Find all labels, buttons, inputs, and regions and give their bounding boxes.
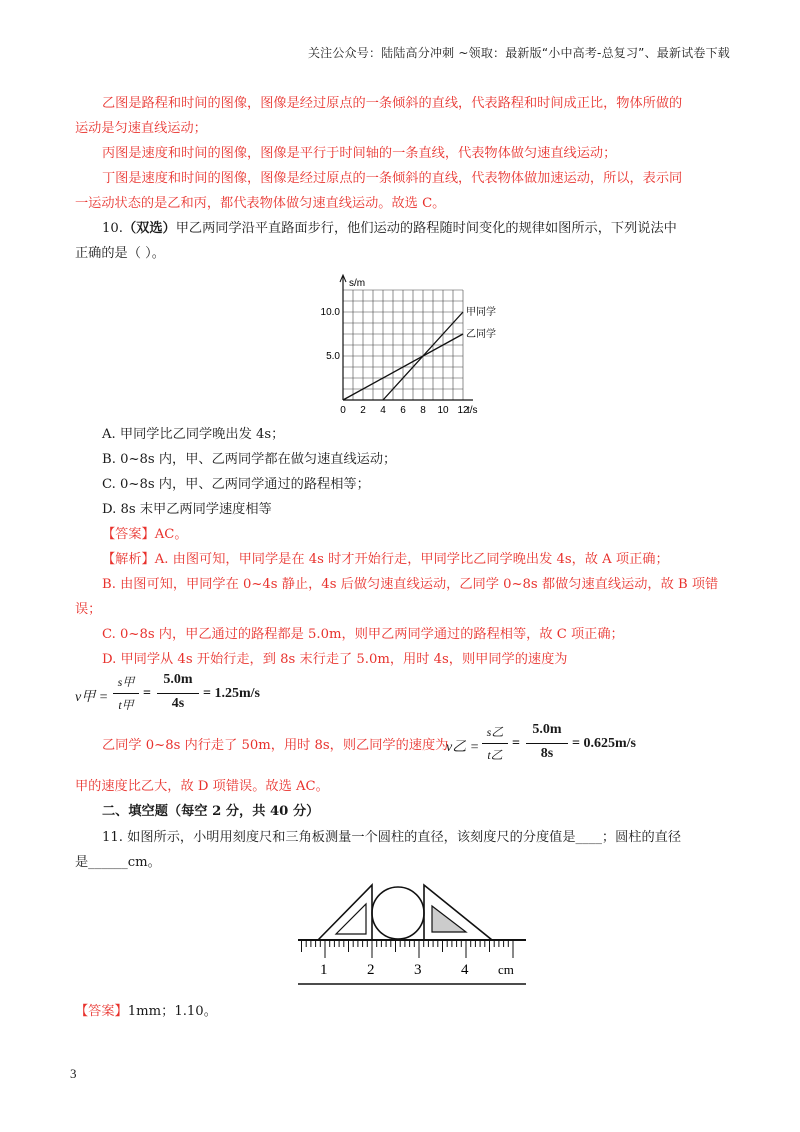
option-c: C. 0~8s 内，甲、乙两同学通过的路程相等；	[102, 477, 370, 492]
answer-text: 1mm；1.10。	[127, 1004, 217, 1019]
x-axis-label: t/s	[467, 405, 478, 416]
left-triangle-ruler	[318, 885, 372, 940]
x-tick-label: 2	[360, 405, 366, 416]
ruler-unit: cm	[498, 962, 514, 977]
formula-numerator: 5.0m	[163, 672, 193, 687]
ruler-label: 1	[320, 962, 328, 978]
formula-numerator: s乙	[486, 725, 504, 739]
page-number: 3	[70, 1066, 77, 1081]
distance-time-chart	[318, 258, 498, 420]
x-tick-label: 10	[437, 405, 449, 416]
formula-speed-jia	[75, 672, 275, 718]
question-tag: （双选）	[122, 221, 176, 236]
y-tick-label: 5.0	[326, 351, 340, 362]
formula-denominator: 4s	[171, 696, 185, 711]
answer-text-line: 丙图是速度和时间的图像，图像是平行于时间轴的一条直线，代表物体做匀速直线运动；	[102, 146, 617, 161]
ruler-label: 4	[461, 962, 469, 978]
formula-lhs: v甲 =	[75, 690, 109, 705]
x-tick-label: 4	[380, 405, 386, 416]
question-stem-text: 甲乙两同学沿平直路面步行，他们运动的路程随时间变化的规律如图所示，下列说法中	[175, 221, 677, 236]
ruler-label: 2	[367, 962, 375, 978]
x-tick-label: 6	[400, 405, 406, 416]
option-d: D. 8s 末甲乙两同学速度相等	[102, 502, 272, 517]
question-11-stem-cont: 是______cm。	[75, 855, 161, 870]
x-tick-label: 8	[420, 405, 426, 416]
page-header: 关注公众号：陆陆高分冲刺 ~领取：最新版“小中高考-总复习”、最新试卷下载	[307, 46, 730, 60]
analysis-c: C. 0~8s 内，甲乙通过的路程都是 5.0m，则甲乙两同学通过的路程相等，故 C 项正确；	[102, 627, 624, 642]
fraction-bar	[526, 743, 568, 744]
formula-result: = 0.625m/s	[572, 736, 636, 751]
section-title: 二、填空题（每空 2 分，共 40 分）	[102, 804, 320, 819]
question-11-answer	[75, 1002, 735, 1022]
cylinder-circle	[372, 887, 424, 939]
formula-denominator: 8s	[540, 746, 554, 761]
answer-text-line: 一运动状态的是乙和丙，都代表物体做匀速直线运动。故选 C。	[75, 196, 446, 211]
formula-numerator: s甲	[117, 675, 135, 689]
analysis-b-cont: 误；	[75, 602, 102, 617]
answer-text-line: 乙图是路程和时间的图像，图像是经过原点的一条倾斜的直线，代表路程和时间成正比，物体所做的	[102, 96, 683, 111]
formula-denominator: t乙	[487, 748, 503, 762]
question-11-stem: 11. 如图所示，小明用刻度尺和三角板测量一个圆柱的直径，该刻度尺的分度值是____；圆柱的直径	[102, 830, 682, 845]
option-a: A. 甲同学比乙同学晚出发 4s；	[102, 427, 285, 442]
ruler-label: 3	[414, 962, 422, 978]
option-b: B. 0~8s 内，甲、乙两同学都在做匀速直线运动；	[102, 452, 397, 467]
formula-numerator: 5.0m	[532, 722, 562, 737]
formula-equals: =	[512, 736, 520, 751]
formula-speed-yi	[446, 722, 666, 768]
x-tick-label: 0	[340, 405, 346, 416]
x-tick-label: 12	[457, 405, 469, 416]
formula-denominator: t甲	[118, 698, 134, 712]
analysis-f: 甲的速度比乙大，故 D 项错误。故选 AC。	[75, 779, 329, 794]
analysis-a: 【解析】A. 由图可知，甲同学是在 4s 时才开始行走，甲同学比乙同学晚出发 4s，故 A 项正确；	[102, 552, 669, 567]
series-label: 甲同学	[466, 307, 496, 318]
question-10-stem	[102, 219, 732, 239]
ruler-triangle-figure	[290, 880, 540, 990]
formula-lhs: v乙 =	[446, 740, 480, 755]
answer-label: 【答案】AC。	[102, 527, 188, 542]
answer-text-line: 运动是匀速直线运动；	[75, 121, 207, 136]
formula-equals: =	[143, 686, 151, 701]
answer-text-line: 丁图是速度和时间的图像，图像是经过原点的一条倾斜的直线，代表物体做加速运动，所以，表示同	[102, 171, 683, 186]
fraction-bar	[113, 693, 139, 694]
y-axis-label: s/m	[349, 278, 366, 289]
fraction-bar	[157, 693, 199, 694]
answer-label: 【答案】	[75, 1004, 128, 1019]
analysis-e: 乙同学 0~8s 内行走了 50m，用时 8s，则乙同学的速度为	[102, 738, 449, 753]
question-10-stem-cont: 正确的是（ ）。	[75, 246, 165, 261]
formula-result: = 1.25m/s	[203, 686, 260, 701]
fraction-bar	[482, 743, 508, 744]
series-label: 乙同学	[466, 329, 496, 340]
analysis-d: D. 甲同学从 4s 开始行走，到 8s 末行走了 5.0m，用时 4s，则甲同学的速度为	[102, 652, 568, 667]
y-tick-label: 10.0	[320, 307, 340, 318]
analysis-b: B. 由图可知，甲同学在 0~4s 静止，4s 后做匀速直线运动，乙同学 0~8s 都做匀速直线运动，故 B 项错	[102, 577, 719, 592]
question-number: 10.	[102, 221, 123, 236]
